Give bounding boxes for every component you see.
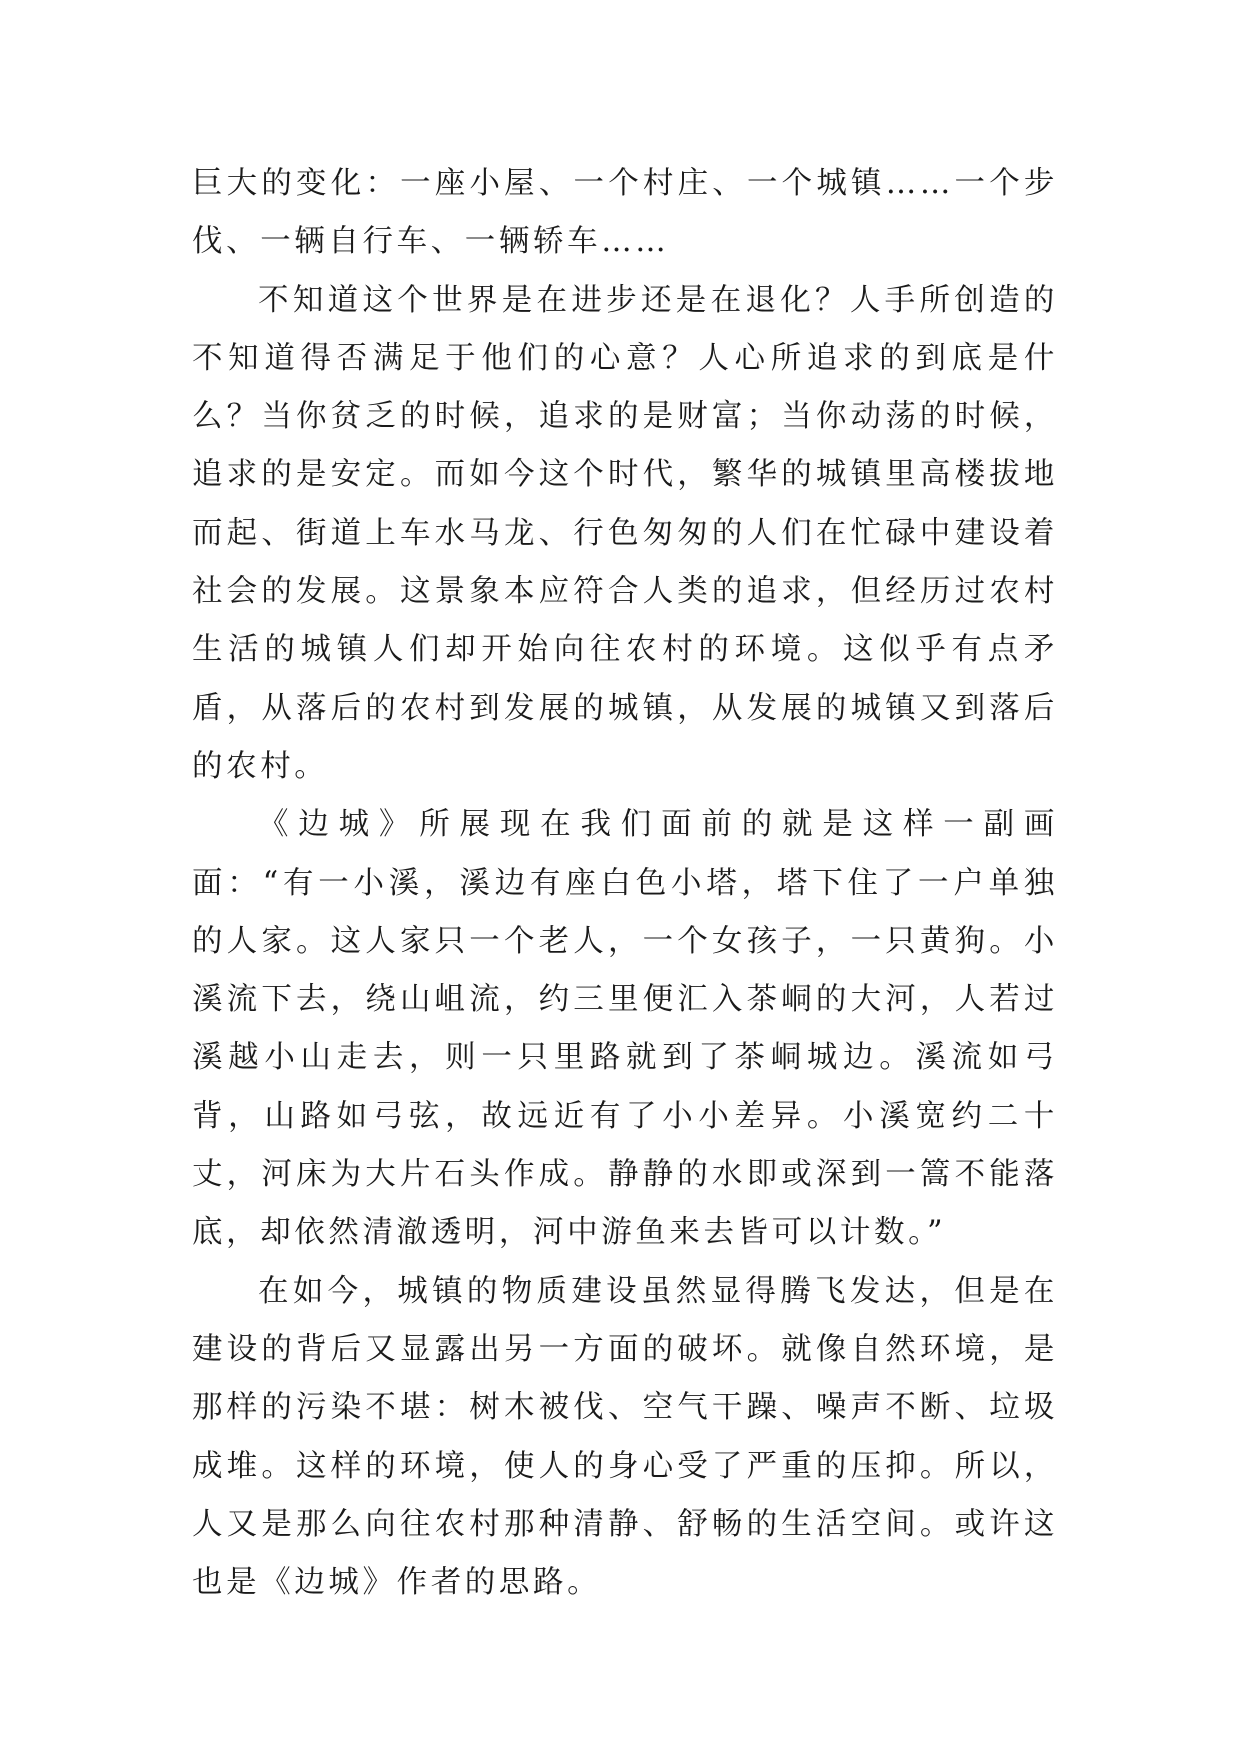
paragraph-3-quote: 《边城》所展现在我们面前的就是这样一副画面：“有一小溪，溪边有座白色小塔，塔下住了一户单独的人家。这人家只一个老人，一个女孩子，一只黄狗。小溪流下去，绕山岨流，约三里便汇入茶峒的大河，人若过溪越小山走去，则一只里路就到了茶峒城边。溪流如弓背，山路如弓弦，故远近有了小小差异。小溪宽约二十丈，河床为大片石头作成。静静的水即或深到一篙不能落底，却依然清澈透明，河中游鱼来去皆可以计数。” bbox=[192, 807, 1058, 1251]
paragraph-4: 在如今，城镇的物质建设虽然显得腾飞发达，但是在建设的背后又显露出另一方面的破坏。就像自然环境，是那样的污染不堪：树木被伐、空气干躁、噪声不断、垃圾成堆。这样的环境，使人的身心受了严重的压抑。所以，人又是那么向往农村那种清静、舒畅的生活空间。或许这也是《边城》作者的思路。 bbox=[192, 1273, 1058, 1601]
paragraph-2: 不知道这个世界是在进步还是在退化？人手所创造的不知道得否满足于他们的心意？人心所追求的到底是什么？当你贫乏的时候，追求的是财富；当你动荡的时候，追求的是安定。而如今这个时代，繁华的城镇里高楼拔地而起、街道上车水马龙、行色匆匆的人们在忙碌中建设着社会的发展。这景象本应符合人类的追求，但经历过农村生活的城镇人们却开始向往农村的环境。这似乎有点矛盾，从落后的农村到发展的城镇，从发展的城镇又到落后的农村。 bbox=[192, 282, 1058, 784]
paragraph-continuation: 巨大的变化：一座小屋、一个村庄、一个城镇……一个步伐、一辆自行车、一辆轿车…… bbox=[192, 166, 1058, 260]
article-body bbox=[192, 155, 1058, 1612]
